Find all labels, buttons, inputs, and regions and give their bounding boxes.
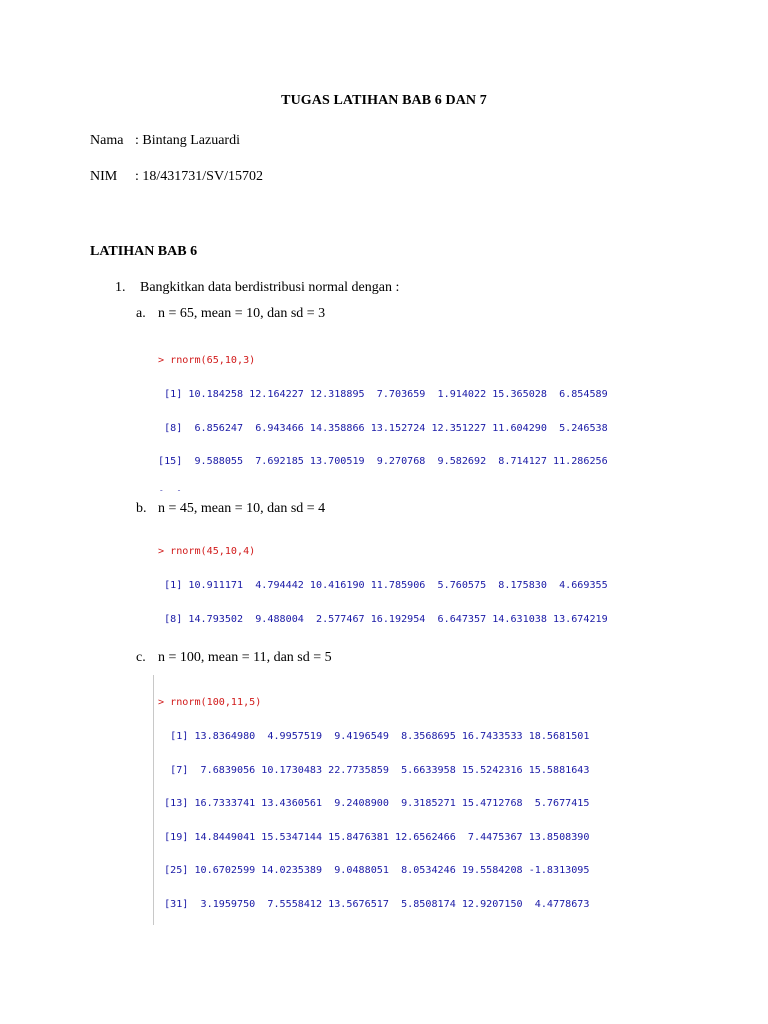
- nama-field: [90, 133, 240, 149]
- r-console-output-b: [158, 524, 678, 638]
- part-b: [136, 501, 325, 517]
- question-number: 1.: [115, 280, 126, 295]
- part-a: [136, 306, 325, 322]
- nim-field: [90, 169, 263, 185]
- part-c-text: n = 100, mean = 11, dan sd = 5: [158, 650, 332, 665]
- question-1: [115, 280, 399, 296]
- console-line: [7] 7.6839056 10.1730483 22.7735859 5.6633958 15.5242316 15.5881643: [158, 764, 590, 776]
- nama-value: : Bintang Lazuardi: [135, 133, 240, 148]
- section-heading: LATIHAN BAB 6: [90, 244, 198, 259]
- part-a-text: n = 65, mean = 10, dan sd = 3: [158, 306, 326, 321]
- question-text: Bangkitkan data berdistribusi normal dengan :: [140, 280, 400, 295]
- nim-label: NIM: [90, 169, 118, 184]
- console-line: [13] 16.7333741 13.4360561 9.2408900 9.3185271 15.4712768 5.7677415: [158, 798, 590, 810]
- r-console-output-c: [153, 675, 658, 925]
- console-line: [1] 10.184258 12.164227 12.318895 7.703659 1.914022 15.365028 6.854589: [158, 389, 608, 400]
- console-command: > rnorm(100,11,5): [158, 697, 262, 709]
- console-line: [8] 6.856247 6.943466 14.358866 13.152724 12.351227 11.604290 5.246538: [158, 422, 608, 434]
- part-b-text: n = 45, mean = 10, dan sd = 4: [158, 501, 326, 516]
- console-line: [15] 9.588055 7.692185 13.700519 9.270768 9.582692 8.714127 11.286256: [158, 456, 608, 468]
- console-command: > rnorm(45,10,4): [158, 546, 256, 558]
- nim-value: : 18/431731/SV/15702: [135, 169, 263, 184]
- console-line: [25] 10.6702599 14.0235389 9.0488051 8.0534246 19.5584208 -1.8313095: [158, 865, 590, 877]
- console-command: > rnorm(65,10,3): [158, 355, 256, 367]
- console-line: [158, 490, 678, 491]
- console-line: [19] 14.8449041 15.5347144 15.8476381 12.6562466 7.4475367 13.8508390: [158, 831, 590, 843]
- part-c-letter: c.: [136, 650, 146, 665]
- console-line: [8] 14.793502 9.488004 2.577467 16.192954 6.647357 14.631038 13.674219: [158, 613, 608, 625]
- console-line: [1] 13.8364980 4.9957519 9.4196549 8.3568695 16.7433533 18.5681501: [158, 731, 590, 742]
- part-b-letter: b.: [136, 501, 147, 516]
- console-line: [1] 10.911171 4.794442 10.416190 11.785906 5.760575 8.175830 4.669355: [158, 580, 608, 591]
- document-title: TUGAS LATIHAN BAB 6 DAN 7: [281, 93, 487, 108]
- console-line: [31] 3.1959750 7.5558412 13.5676517 5.8508174 12.9207150 4.4778673: [158, 898, 590, 910]
- part-a-letter: a.: [136, 306, 146, 321]
- r-console-output-a: [158, 333, 678, 491]
- nama-label: Nama: [90, 133, 124, 148]
- part-c: [136, 650, 332, 666]
